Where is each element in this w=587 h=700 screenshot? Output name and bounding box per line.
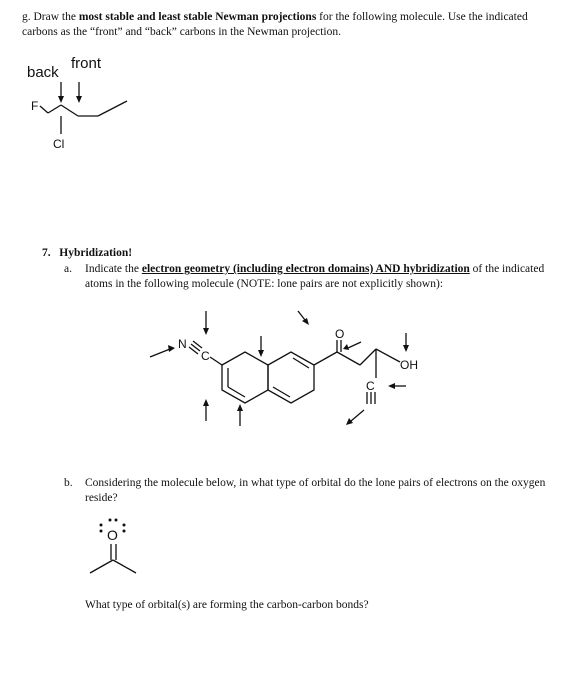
part-g-line2: carbons as the “front” and “back” carbons in the Newman projection. — [22, 26, 341, 38]
q7a-marker: a. — [64, 263, 72, 275]
nitrogen-label: N — [178, 337, 187, 351]
q7a-lead: Indicate the — [85, 263, 142, 275]
alkyne-carbon-label: C — [366, 379, 375, 393]
nitrile-carbon-label: C — [201, 349, 210, 363]
q7a-underlined: electron geometry (including electron domains) AND hybridization — [141, 263, 470, 275]
part-g-prefix: g. Draw the — [22, 11, 79, 23]
q7a-rest: of the indicated — [469, 263, 545, 275]
q7b-line1: Considering the molecule below, in what type of orbital do the lone pairs of electrons on the oxygen — [85, 477, 546, 489]
back-label: back — [27, 64, 59, 81]
q7a-line2: atoms in the following molecule (NOTE: lone pairs are not explicitly shown): — [85, 278, 444, 290]
q7b-marker: b. — [64, 477, 73, 489]
q7-title: Hybridization! — [59, 247, 133, 259]
part-g-rest: for the following molecule. Use the indicated — [316, 11, 528, 23]
carbonyl-oxygen-label: O — [335, 327, 345, 341]
acetone-oxygen-label: O — [107, 527, 118, 543]
part-g-bold: most stable and least stable Newman projections — [78, 11, 317, 23]
q7c-question: What type of orbital(s) are forming the carbon-carbon bonds? — [85, 599, 369, 611]
q7b-line2: reside? — [85, 492, 118, 504]
front-label: front — [71, 55, 102, 72]
fluorine-label: F — [31, 99, 39, 113]
hydroxyl-label: OH — [400, 358, 418, 372]
chlorine-label: Cl — [53, 137, 65, 151]
q7-number: 7. — [42, 247, 51, 259]
